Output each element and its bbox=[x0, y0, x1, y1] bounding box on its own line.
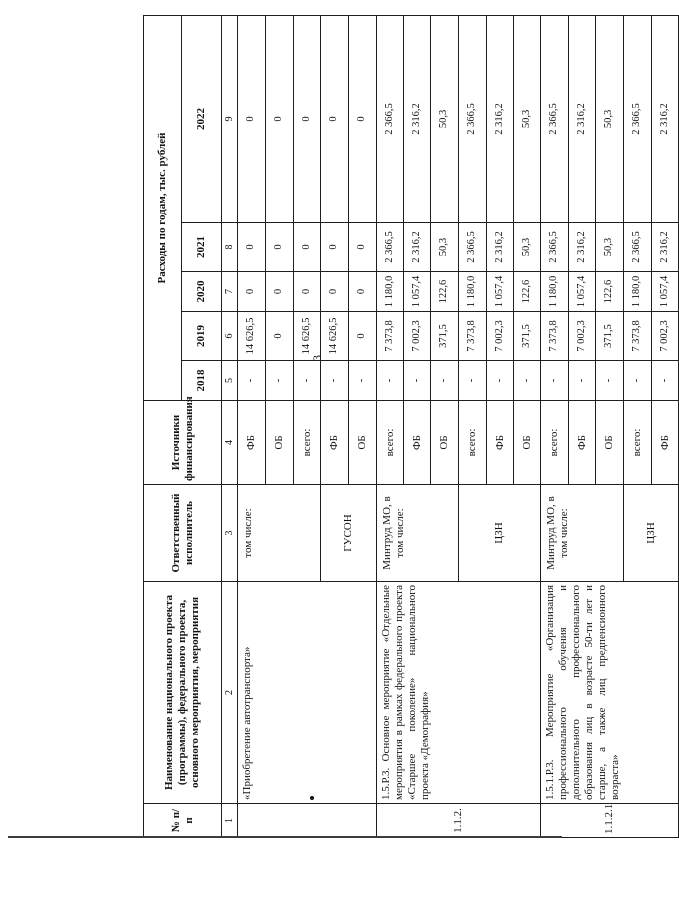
row-source: ФБ bbox=[487, 401, 514, 485]
column-number: 3 bbox=[222, 485, 238, 582]
row-source: ОБ bbox=[431, 401, 459, 485]
cell-value: 371,5 bbox=[596, 312, 624, 361]
cell-value: 50,3 bbox=[514, 15, 541, 222]
cell-value: 0 bbox=[266, 272, 294, 312]
cell-value: 2 316,2 bbox=[487, 15, 514, 222]
budget-table-container bbox=[143, 16, 671, 838]
cell-value: 2 366,5 bbox=[377, 15, 404, 222]
table-row bbox=[238, 15, 266, 837]
cell-value: 122,6 bbox=[431, 272, 459, 312]
cell-value: - bbox=[459, 361, 487, 401]
cell-value: 2 316,2 bbox=[404, 223, 431, 272]
row-source: ФБ bbox=[238, 401, 266, 485]
cell-value: 0 bbox=[349, 15, 377, 222]
cell-value: 7 373,8 bbox=[377, 312, 404, 361]
cell-value: 2 316,2 bbox=[404, 15, 431, 222]
cell-value: - bbox=[238, 361, 266, 401]
cell-value: 0 bbox=[349, 223, 377, 272]
bullet-mark bbox=[310, 796, 314, 800]
header-year: 2022 bbox=[182, 15, 222, 222]
cell-value: 0 bbox=[266, 312, 294, 361]
row-source: ОБ bbox=[514, 401, 541, 485]
cell-value: - bbox=[266, 361, 294, 401]
cell-value: 1 057,4 bbox=[652, 272, 679, 312]
cell-value: 7 373,8 bbox=[541, 312, 569, 361]
row-source: ФБ bbox=[404, 401, 431, 485]
cell-value: 0 bbox=[238, 15, 266, 222]
cell-value: 0 bbox=[294, 272, 321, 312]
cell-value: 0 bbox=[349, 312, 377, 361]
cell-value: 2 366,5 bbox=[459, 223, 487, 272]
row-number: 1.1.2.1 bbox=[541, 804, 679, 838]
table-row bbox=[541, 15, 569, 837]
cell-value: 50,3 bbox=[431, 15, 459, 222]
row-source: ФБ bbox=[569, 401, 596, 485]
table-row bbox=[377, 15, 404, 837]
row-name: 1.5.1.Р.3. Мероприятие «Организация профессионального обучения и дополнительного профессионального образования лиц в возрасте 50-ти лет и старше, а также лиц предпенсионного возраста» bbox=[541, 582, 679, 804]
cell-value: 0 bbox=[266, 223, 294, 272]
column-number: 6 bbox=[222, 312, 238, 361]
cell-value: 7 373,8 bbox=[459, 312, 487, 361]
row-source: ФБ bbox=[321, 401, 349, 485]
cell-value: 1 057,4 bbox=[569, 272, 596, 312]
cell-value: - bbox=[569, 361, 596, 401]
row-source: всего: bbox=[624, 401, 652, 485]
row-executor: Минтруд МО, в том числе: bbox=[377, 485, 459, 582]
cell-value: 122,6 bbox=[514, 272, 541, 312]
cell-value: 7 002,3 bbox=[569, 312, 596, 361]
column-number: 7 bbox=[222, 272, 238, 312]
cell-value: - bbox=[514, 361, 541, 401]
header-source: Источники финансирования bbox=[144, 401, 222, 485]
cell-value: 50,3 bbox=[431, 223, 459, 272]
cell-value: 50,3 bbox=[514, 223, 541, 272]
row-source: всего: bbox=[377, 401, 404, 485]
header-executor: Ответственный исполнитель bbox=[144, 485, 222, 582]
row-source: всего: bbox=[459, 401, 487, 485]
cell-value: - bbox=[404, 361, 431, 401]
cell-value: 371,5 bbox=[514, 312, 541, 361]
cell-value: 7 002,3 bbox=[652, 312, 679, 361]
cell-value: - bbox=[431, 361, 459, 401]
row-source: ФБ bbox=[652, 401, 679, 485]
header-expenses: Расходы по годам, тыс. рублей bbox=[144, 15, 182, 400]
cell-value: 1 180,0 bbox=[459, 272, 487, 312]
row-number: 1.1.2. bbox=[377, 804, 541, 838]
cell-value: 50,3 bbox=[596, 15, 624, 222]
cell-value: 14 626,5 bbox=[294, 312, 321, 361]
cell-value: 2 366,5 bbox=[541, 223, 569, 272]
cell-value: 0 bbox=[294, 223, 321, 272]
budget-table bbox=[143, 15, 679, 838]
cell-value: 7 002,3 bbox=[487, 312, 514, 361]
cell-value: 0 bbox=[294, 15, 321, 222]
page-divider-line bbox=[8, 836, 562, 838]
header-year: 2018 bbox=[182, 361, 222, 401]
cell-value: 371,5 bbox=[431, 312, 459, 361]
cell-value: 2 366,5 bbox=[459, 15, 487, 222]
budget-table-rotated bbox=[143, 16, 671, 838]
column-number: 9 bbox=[222, 15, 238, 222]
row-executor: ЦЗН bbox=[459, 485, 541, 582]
row-name bbox=[238, 582, 377, 804]
page-number: 3 bbox=[309, 355, 324, 361]
cell-value: 14 626,5 bbox=[238, 312, 266, 361]
row-source: ОБ bbox=[596, 401, 624, 485]
cell-value: 2 316,2 bbox=[487, 223, 514, 272]
cell-value: 0 bbox=[321, 15, 349, 222]
column-number: 4 bbox=[222, 401, 238, 485]
cell-value: 14 626,5 bbox=[321, 312, 349, 361]
cell-value: - bbox=[349, 361, 377, 401]
cell-value: 1 057,4 bbox=[487, 272, 514, 312]
cell-value: - bbox=[596, 361, 624, 401]
cell-value: 50,3 bbox=[596, 223, 624, 272]
cell-value: 7 002,3 bbox=[404, 312, 431, 361]
column-number: 1 bbox=[222, 804, 238, 838]
cell-value: 2 366,5 bbox=[377, 223, 404, 272]
cell-value: 1 057,4 bbox=[404, 272, 431, 312]
cell-value: 0 bbox=[266, 15, 294, 222]
header-year: 2020 bbox=[182, 272, 222, 312]
cell-value: - bbox=[652, 361, 679, 401]
cell-value: 1 180,0 bbox=[541, 272, 569, 312]
row-source: ОБ bbox=[266, 401, 294, 485]
cell-value: - bbox=[541, 361, 569, 401]
cell-value: 2 316,2 bbox=[569, 223, 596, 272]
cell-value: 2 366,5 bbox=[624, 223, 652, 272]
column-number-row bbox=[222, 15, 238, 837]
cell-value: - bbox=[321, 361, 349, 401]
cell-value: 1 180,0 bbox=[624, 272, 652, 312]
row-number bbox=[238, 804, 377, 838]
cell-value: 2 316,2 bbox=[652, 15, 679, 222]
row-executor: ГУСОН bbox=[321, 485, 377, 582]
row-source: всего: bbox=[294, 401, 321, 485]
column-number: 8 bbox=[222, 223, 238, 272]
column-number: 2 bbox=[222, 582, 238, 804]
cell-value: 0 bbox=[238, 272, 266, 312]
cell-value: 0 bbox=[349, 272, 377, 312]
cell-value: 2 316,2 bbox=[569, 15, 596, 222]
column-number: 5 bbox=[222, 361, 238, 401]
cell-value: - bbox=[487, 361, 514, 401]
header-year: 2019 bbox=[182, 312, 222, 361]
row-executor: том числе: bbox=[238, 485, 321, 582]
cell-value: 2 366,5 bbox=[624, 15, 652, 222]
cell-value: 122,6 bbox=[596, 272, 624, 312]
cell-value: 0 bbox=[238, 223, 266, 272]
row-source: ОБ bbox=[349, 401, 377, 485]
row-source: всего: bbox=[541, 401, 569, 485]
row-executor: ЦЗН bbox=[624, 485, 679, 582]
cell-value: - bbox=[377, 361, 404, 401]
cell-value: - bbox=[624, 361, 652, 401]
header-year: 2021 bbox=[182, 223, 222, 272]
cell-value: 1 180,0 bbox=[377, 272, 404, 312]
row-name: 1.5.Р.3. Основное мероприятие «Отдельные мероприятия в рамках федерального проекта «Старшее поколение» национального проекта «Демография» bbox=[377, 582, 541, 804]
header-row-top bbox=[144, 15, 182, 837]
cell-value: - bbox=[294, 361, 321, 401]
row-executor: Минтруд МО, в том числе: bbox=[541, 485, 624, 582]
cell-value: 0 bbox=[321, 272, 349, 312]
cell-value: 2 316,2 bbox=[652, 223, 679, 272]
cell-value: 2 366,5 bbox=[541, 15, 569, 222]
cell-value: 7 373,8 bbox=[624, 312, 652, 361]
header-name: Наименование национального проекта (программы), федерального проекта, основного мероприятия, мероприятия bbox=[144, 582, 222, 804]
row-name-text: «Приобретение автотранспорта» bbox=[241, 646, 253, 800]
header-no: № п/п bbox=[144, 804, 222, 838]
cell-value: 0 bbox=[321, 223, 349, 272]
